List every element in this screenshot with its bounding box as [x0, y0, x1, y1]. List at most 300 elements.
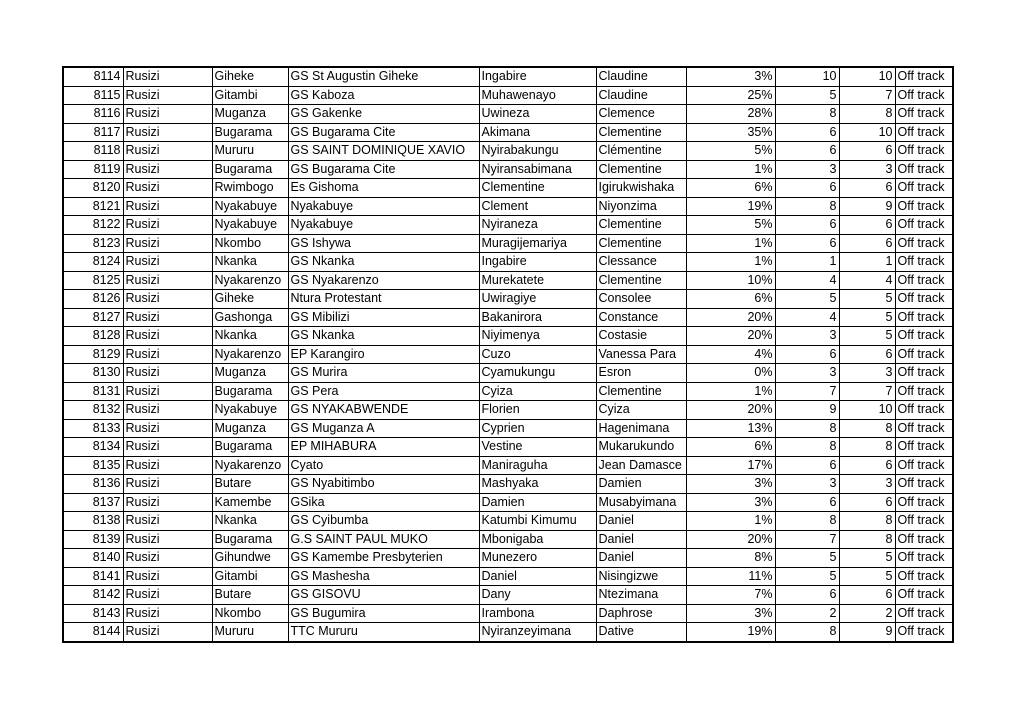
school-cell: GS St Augustin Giheke: [288, 67, 479, 86]
last-name-cell: Irambona: [479, 604, 596, 623]
value-a-cell: 3: [775, 475, 839, 494]
table-row: [63, 123, 953, 142]
district-cell: Rusizi: [123, 290, 212, 309]
district-cell: Rusizi: [123, 67, 212, 86]
value-a-cell: 3: [775, 364, 839, 383]
school-cell: GS NYAKABWENDE: [288, 401, 479, 420]
table-row: [63, 401, 953, 420]
table-row: [63, 549, 953, 568]
school-cell: GS Mibilizi: [288, 308, 479, 327]
school-cell: GS Nkanka: [288, 327, 479, 346]
table-row: [63, 86, 953, 105]
last-name-cell: Clement: [479, 197, 596, 216]
table-row: [63, 179, 953, 198]
last-name-cell: Ingabire: [479, 253, 596, 272]
value-a-cell: 8: [775, 105, 839, 124]
percent-cell: 1%: [686, 234, 775, 253]
table-row: [63, 493, 953, 512]
district-cell: Rusizi: [123, 86, 212, 105]
sector-cell: Gashonga: [212, 308, 288, 327]
row-id-cell: 8144: [63, 623, 123, 642]
value-a-cell: 5: [775, 290, 839, 309]
value-b-cell: 8: [839, 438, 895, 457]
value-b-cell: 9: [839, 197, 895, 216]
last-name-cell: Munezero: [479, 549, 596, 568]
value-b-cell: 3: [839, 364, 895, 383]
row-id-cell: 8117: [63, 123, 123, 142]
first-name-cell: Clessance: [596, 253, 686, 272]
first-name-cell: Clemence: [596, 105, 686, 124]
table-row: [63, 142, 953, 161]
row-id-cell: 8141: [63, 567, 123, 586]
first-name-cell: Igirukwishaka: [596, 179, 686, 198]
school-cell: GS Cyibumba: [288, 512, 479, 531]
last-name-cell: Maniraguha: [479, 456, 596, 475]
value-a-cell: 6: [775, 234, 839, 253]
school-cell: GS Nyakarenzo: [288, 271, 479, 290]
row-id-cell: 8114: [63, 67, 123, 86]
last-name-cell: Nyiranzeyimana: [479, 623, 596, 642]
table-row: [63, 327, 953, 346]
row-id-cell: 8119: [63, 160, 123, 179]
sector-cell: Bugarama: [212, 123, 288, 142]
school-cell: GSika: [288, 493, 479, 512]
value-b-cell: 4: [839, 271, 895, 290]
status-cell: Off track: [895, 290, 953, 309]
row-id-cell: 8122: [63, 216, 123, 235]
last-name-cell: Uwineza: [479, 105, 596, 124]
first-name-cell: Clementine: [596, 234, 686, 253]
first-name-cell: Daniel: [596, 549, 686, 568]
value-a-cell: 1: [775, 253, 839, 272]
sector-cell: Giheke: [212, 67, 288, 86]
value-a-cell: 4: [775, 308, 839, 327]
sector-cell: Gitambi: [212, 567, 288, 586]
district-cell: Rusizi: [123, 456, 212, 475]
value-b-cell: 7: [839, 86, 895, 105]
value-b-cell: 6: [839, 493, 895, 512]
percent-cell: 20%: [686, 308, 775, 327]
value-a-cell: 8: [775, 197, 839, 216]
row-id-cell: 8137: [63, 493, 123, 512]
percent-cell: 3%: [686, 475, 775, 494]
last-name-cell: Florien: [479, 401, 596, 420]
sector-cell: Butare: [212, 475, 288, 494]
percent-cell: 6%: [686, 179, 775, 198]
first-name-cell: Consolee: [596, 290, 686, 309]
table-row: [63, 382, 953, 401]
row-id-cell: 8131: [63, 382, 123, 401]
value-b-cell: 8: [839, 530, 895, 549]
district-cell: Rusizi: [123, 345, 212, 364]
percent-cell: 20%: [686, 530, 775, 549]
percent-cell: 8%: [686, 549, 775, 568]
percent-cell: 0%: [686, 364, 775, 383]
status-cell: Off track: [895, 549, 953, 568]
value-b-cell: 10: [839, 67, 895, 86]
row-id-cell: 8132: [63, 401, 123, 420]
first-name-cell: Constance: [596, 308, 686, 327]
sector-cell: Nyakabuye: [212, 216, 288, 235]
district-cell: Rusizi: [123, 438, 212, 457]
last-name-cell: Murekatete: [479, 271, 596, 290]
status-cell: Off track: [895, 253, 953, 272]
percent-cell: 1%: [686, 253, 775, 272]
last-name-cell: Clementine: [479, 179, 596, 198]
value-a-cell: 6: [775, 123, 839, 142]
last-name-cell: Nyiransabimana: [479, 160, 596, 179]
status-cell: Off track: [895, 327, 953, 346]
first-name-cell: Ntezimana: [596, 586, 686, 605]
table-row: [63, 67, 953, 86]
percent-cell: 10%: [686, 271, 775, 290]
percent-cell: 19%: [686, 197, 775, 216]
value-a-cell: 3: [775, 160, 839, 179]
status-cell: Off track: [895, 623, 953, 642]
district-cell: Rusizi: [123, 623, 212, 642]
value-b-cell: 6: [839, 345, 895, 364]
percent-cell: 4%: [686, 345, 775, 364]
sector-cell: Nyakabuye: [212, 401, 288, 420]
school-cell: GS Muganza A: [288, 419, 479, 438]
value-a-cell: 8: [775, 623, 839, 642]
value-a-cell: 9: [775, 401, 839, 420]
district-cell: Rusizi: [123, 530, 212, 549]
value-a-cell: 3: [775, 327, 839, 346]
percent-cell: 19%: [686, 623, 775, 642]
school-cell: GS Kamembe Presbyterien: [288, 549, 479, 568]
sector-cell: Butare: [212, 586, 288, 605]
value-b-cell: 7: [839, 382, 895, 401]
value-b-cell: 5: [839, 308, 895, 327]
first-name-cell: Musabyimana: [596, 493, 686, 512]
sector-cell: Nkombo: [212, 234, 288, 253]
percent-cell: 1%: [686, 160, 775, 179]
value-a-cell: 5: [775, 86, 839, 105]
percent-cell: 6%: [686, 438, 775, 457]
last-name-cell: Cuzo: [479, 345, 596, 364]
value-a-cell: 6: [775, 493, 839, 512]
value-b-cell: 9: [839, 623, 895, 642]
district-cell: Rusizi: [123, 179, 212, 198]
table-row: [63, 604, 953, 623]
status-cell: Off track: [895, 142, 953, 161]
row-id-cell: 8140: [63, 549, 123, 568]
value-b-cell: 6: [839, 142, 895, 161]
first-name-cell: Mukarukundo: [596, 438, 686, 457]
last-name-cell: Mashyaka: [479, 475, 596, 494]
first-name-cell: Esron: [596, 364, 686, 383]
sector-cell: Mururu: [212, 142, 288, 161]
status-cell: Off track: [895, 105, 953, 124]
sector-cell: Muganza: [212, 105, 288, 124]
first-name-cell: Daniel: [596, 530, 686, 549]
school-cell: GS Ishywa: [288, 234, 479, 253]
row-id-cell: 8115: [63, 86, 123, 105]
percent-cell: 11%: [686, 567, 775, 586]
status-cell: Off track: [895, 179, 953, 198]
district-cell: Rusizi: [123, 475, 212, 494]
school-cell: GS Bugarama Cite: [288, 123, 479, 142]
value-b-cell: 5: [839, 549, 895, 568]
last-name-cell: Vestine: [479, 438, 596, 457]
percent-cell: 7%: [686, 586, 775, 605]
school-cell: GS Gakenke: [288, 105, 479, 124]
first-name-cell: Claudine: [596, 86, 686, 105]
school-cell: GS Nyabitimbo: [288, 475, 479, 494]
first-name-cell: Nisingizwe: [596, 567, 686, 586]
row-id-cell: 8126: [63, 290, 123, 309]
district-cell: Rusizi: [123, 382, 212, 401]
table-row: [63, 419, 953, 438]
percent-cell: 20%: [686, 327, 775, 346]
school-cell: Es Gishoma: [288, 179, 479, 198]
status-cell: Off track: [895, 604, 953, 623]
value-b-cell: 6: [839, 234, 895, 253]
status-cell: Off track: [895, 475, 953, 494]
status-cell: Off track: [895, 197, 953, 216]
row-id-cell: 8130: [63, 364, 123, 383]
sector-cell: Muganza: [212, 364, 288, 383]
value-a-cell: 6: [775, 586, 839, 605]
first-name-cell: Clementine: [596, 382, 686, 401]
last-name-cell: Ingabire: [479, 67, 596, 86]
value-b-cell: 10: [839, 401, 895, 420]
first-name-cell: Daphrose: [596, 604, 686, 623]
row-id-cell: 8139: [63, 530, 123, 549]
value-a-cell: 6: [775, 142, 839, 161]
district-cell: Rusizi: [123, 123, 212, 142]
district-cell: Rusizi: [123, 549, 212, 568]
last-name-cell: Daniel: [479, 567, 596, 586]
status-cell: Off track: [895, 419, 953, 438]
first-name-cell: Vanessa Para: [596, 345, 686, 364]
sector-cell: Nyakarenzo: [212, 456, 288, 475]
table-row: [63, 105, 953, 124]
value-b-cell: 5: [839, 327, 895, 346]
school-cell: TTC Mururu: [288, 623, 479, 642]
table-row: [63, 530, 953, 549]
school-cell: Cyato: [288, 456, 479, 475]
table-row: [63, 438, 953, 457]
school-cell: GS SAINT DOMINIQUE XAVIO: [288, 142, 479, 161]
status-cell: Off track: [895, 493, 953, 512]
percent-cell: 1%: [686, 512, 775, 531]
first-name-cell: Jean Damasce: [596, 456, 686, 475]
sector-cell: Nkanka: [212, 512, 288, 531]
first-name-cell: Clementine: [596, 123, 686, 142]
percent-cell: 25%: [686, 86, 775, 105]
last-name-cell: Katumbi Kimumu: [479, 512, 596, 531]
school-cell: G.S SAINT PAUL MUKO: [288, 530, 479, 549]
row-id-cell: 8136: [63, 475, 123, 494]
first-name-cell: Claudine: [596, 67, 686, 86]
value-b-cell: 8: [839, 512, 895, 531]
table-row: [63, 160, 953, 179]
school-cell: Nyakabuye: [288, 197, 479, 216]
sector-cell: Rwimbogo: [212, 179, 288, 198]
table-row: [63, 271, 953, 290]
value-b-cell: 10: [839, 123, 895, 142]
table-row: [63, 364, 953, 383]
last-name-cell: Uwiragiye: [479, 290, 596, 309]
value-a-cell: 6: [775, 456, 839, 475]
school-cell: GS Kaboza: [288, 86, 479, 105]
district-cell: Rusizi: [123, 160, 212, 179]
school-cell: GS Mashesha: [288, 567, 479, 586]
table-body: [63, 67, 953, 642]
first-name-cell: Costasie: [596, 327, 686, 346]
last-name-cell: Cyiza: [479, 382, 596, 401]
school-cell: GS Murira: [288, 364, 479, 383]
row-id-cell: 8134: [63, 438, 123, 457]
district-cell: Rusizi: [123, 105, 212, 124]
percent-cell: 1%: [686, 382, 775, 401]
status-cell: Off track: [895, 530, 953, 549]
first-name-cell: Damien: [596, 475, 686, 494]
district-cell: Rusizi: [123, 567, 212, 586]
row-id-cell: 8123: [63, 234, 123, 253]
school-cell: Nyakabuye: [288, 216, 479, 235]
status-cell: Off track: [895, 567, 953, 586]
percent-cell: 35%: [686, 123, 775, 142]
value-a-cell: 8: [775, 419, 839, 438]
status-cell: Off track: [895, 438, 953, 457]
row-id-cell: 8116: [63, 105, 123, 124]
first-name-cell: Clementine: [596, 160, 686, 179]
value-b-cell: 2: [839, 604, 895, 623]
last-name-cell: Mbonigaba: [479, 530, 596, 549]
last-name-cell: Cyprien: [479, 419, 596, 438]
school-cell: GS Bugumira: [288, 604, 479, 623]
value-b-cell: 3: [839, 160, 895, 179]
percent-cell: 5%: [686, 142, 775, 161]
district-cell: Rusizi: [123, 364, 212, 383]
status-cell: Off track: [895, 512, 953, 531]
sector-cell: Gitambi: [212, 86, 288, 105]
sector-cell: Bugarama: [212, 160, 288, 179]
district-cell: Rusizi: [123, 216, 212, 235]
status-cell: Off track: [895, 67, 953, 86]
row-id-cell: 8135: [63, 456, 123, 475]
first-name-cell: Niyonzima: [596, 197, 686, 216]
row-id-cell: 8142: [63, 586, 123, 605]
first-name-cell: Clementine: [596, 271, 686, 290]
table-row: [63, 567, 953, 586]
first-name-cell: Hagenimana: [596, 419, 686, 438]
value-b-cell: 5: [839, 290, 895, 309]
last-name-cell: Nyiraneza: [479, 216, 596, 235]
value-b-cell: 5: [839, 567, 895, 586]
value-a-cell: 8: [775, 512, 839, 531]
table-row: [63, 253, 953, 272]
district-cell: Rusizi: [123, 586, 212, 605]
school-cell: Ntura Protestant: [288, 290, 479, 309]
status-cell: Off track: [895, 160, 953, 179]
table-row: [63, 216, 953, 235]
district-cell: Rusizi: [123, 142, 212, 161]
value-b-cell: 1: [839, 253, 895, 272]
first-name-cell: Clementine: [596, 216, 686, 235]
percent-cell: 3%: [686, 493, 775, 512]
table-row: [63, 197, 953, 216]
value-a-cell: 4: [775, 271, 839, 290]
sector-cell: Mururu: [212, 623, 288, 642]
sector-cell: Bugarama: [212, 530, 288, 549]
row-id-cell: 8124: [63, 253, 123, 272]
sector-cell: Muganza: [212, 419, 288, 438]
status-cell: Off track: [895, 234, 953, 253]
last-name-cell: Muragijemariya: [479, 234, 596, 253]
table-row: [63, 512, 953, 531]
value-b-cell: 6: [839, 456, 895, 475]
district-cell: Rusizi: [123, 419, 212, 438]
first-name-cell: Clémentine: [596, 142, 686, 161]
status-cell: Off track: [895, 308, 953, 327]
value-b-cell: 6: [839, 179, 895, 198]
last-name-cell: Akimana: [479, 123, 596, 142]
last-name-cell: Niyimenya: [479, 327, 596, 346]
last-name-cell: Nyirabakungu: [479, 142, 596, 161]
last-name-cell: Damien: [479, 493, 596, 512]
district-cell: Rusizi: [123, 197, 212, 216]
table-row: [63, 623, 953, 642]
percent-cell: 13%: [686, 419, 775, 438]
value-b-cell: 8: [839, 419, 895, 438]
row-id-cell: 8118: [63, 142, 123, 161]
row-id-cell: 8120: [63, 179, 123, 198]
value-a-cell: 5: [775, 549, 839, 568]
value-a-cell: 2: [775, 604, 839, 623]
status-cell: Off track: [895, 401, 953, 420]
status-cell: Off track: [895, 271, 953, 290]
table-row: [63, 234, 953, 253]
district-cell: Rusizi: [123, 327, 212, 346]
school-cell: GS Bugarama Cite: [288, 160, 479, 179]
percent-cell: 20%: [686, 401, 775, 420]
last-name-cell: Dany: [479, 586, 596, 605]
school-cell: GS Pera: [288, 382, 479, 401]
value-b-cell: 8: [839, 105, 895, 124]
school-cell: EP Karangiro: [288, 345, 479, 364]
row-id-cell: 8143: [63, 604, 123, 623]
sector-cell: Bugarama: [212, 438, 288, 457]
last-name-cell: Bakanirora: [479, 308, 596, 327]
sector-cell: Nyakarenzo: [212, 345, 288, 364]
value-a-cell: 8: [775, 438, 839, 457]
sector-cell: Nkombo: [212, 604, 288, 623]
value-b-cell: 3: [839, 475, 895, 494]
row-id-cell: 8121: [63, 197, 123, 216]
district-cell: Rusizi: [123, 401, 212, 420]
percent-cell: 17%: [686, 456, 775, 475]
sector-cell: Giheke: [212, 290, 288, 309]
first-name-cell: Dative: [596, 623, 686, 642]
sector-cell: Gihundwe: [212, 549, 288, 568]
district-cell: Rusizi: [123, 234, 212, 253]
last-name-cell: Muhawenayo: [479, 86, 596, 105]
last-name-cell: Cyamukungu: [479, 364, 596, 383]
percent-cell: 6%: [686, 290, 775, 309]
value-b-cell: 6: [839, 216, 895, 235]
value-a-cell: 7: [775, 530, 839, 549]
percent-cell: 5%: [686, 216, 775, 235]
value-a-cell: 6: [775, 345, 839, 364]
status-cell: Off track: [895, 456, 953, 475]
percent-cell: 3%: [686, 67, 775, 86]
row-id-cell: 8138: [63, 512, 123, 531]
value-a-cell: 10: [775, 67, 839, 86]
